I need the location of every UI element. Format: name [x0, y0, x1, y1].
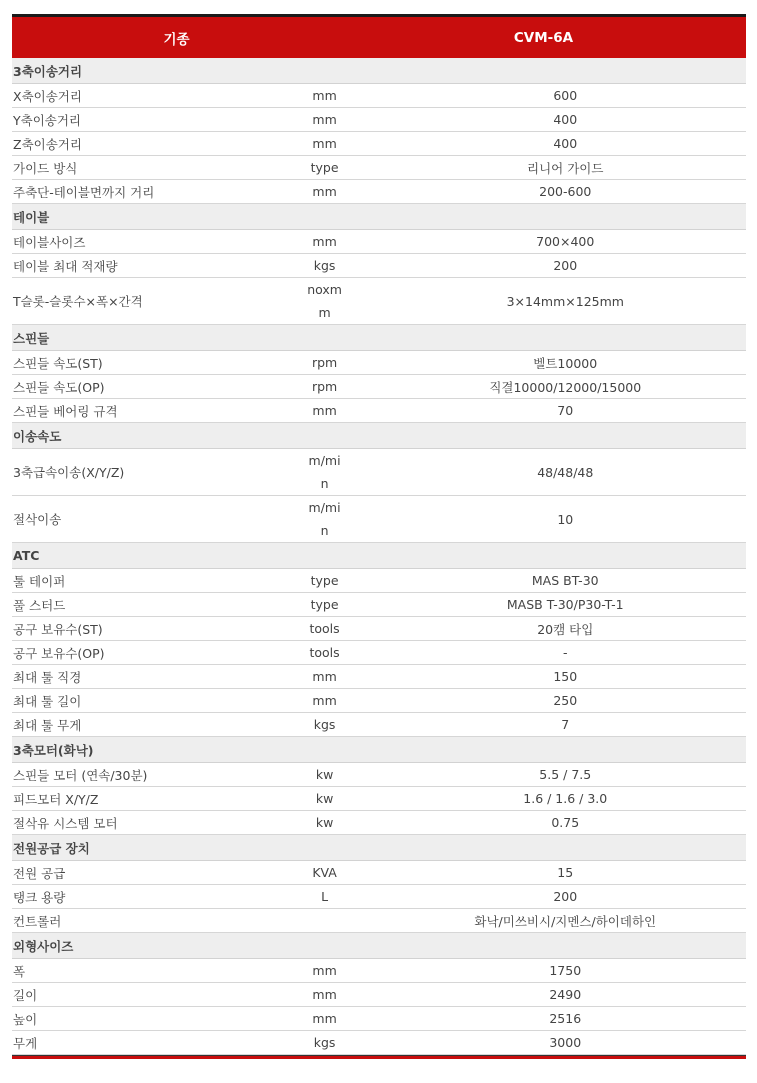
- spec-unit: kw: [315, 815, 334, 830]
- spec-value: 7: [561, 717, 570, 732]
- table-row: [12, 1007, 746, 1031]
- spec-label: 가이드 방식: [13, 160, 78, 176]
- spec-label: 최대 툴 무게: [13, 717, 82, 733]
- section-header: 스핀들: [12, 325, 746, 351]
- table-row: [12, 713, 746, 737]
- spec-label: 절삭유 시스템 모터: [13, 815, 118, 831]
- spec-value: 700×400: [536, 234, 595, 249]
- table-row: [12, 156, 746, 180]
- spec-value: 0.75: [551, 815, 580, 830]
- spec-value: 600: [553, 88, 578, 103]
- spec-label: 절삭이송: [13, 512, 62, 527]
- spec-value: 화낙/미쓰비시/지멘스/하이데하인: [474, 913, 657, 929]
- table-row: [12, 763, 746, 787]
- spec-unit: tools: [309, 645, 340, 660]
- spec-value: 리니어 가이드: [527, 160, 604, 176]
- spec-unit: kgs: [313, 717, 336, 732]
- spec-label: 테이블사이즈: [13, 234, 86, 250]
- spec-unit: mm: [312, 136, 337, 151]
- table-row: [12, 689, 746, 713]
- spec-value: 1.6 / 1.6 / 3.0: [523, 791, 608, 806]
- spec-value: 3000: [549, 1035, 582, 1050]
- spec-label: 주축단-테이블면까지 거리: [13, 184, 155, 200]
- spec-unit: kw: [315, 791, 334, 806]
- table-row: [12, 375, 746, 399]
- spec-unit: mm: [312, 963, 337, 978]
- spec-unit: m/min: [308, 500, 341, 538]
- section-header: 이송속도: [12, 423, 746, 449]
- spec-value: 벨트10000: [533, 355, 598, 371]
- spec-label: 스핀들 속도(OP): [13, 379, 105, 395]
- spec-label: 무게: [13, 1035, 38, 1051]
- spec-label: 최대 툴 직경: [13, 669, 82, 685]
- spec-value: 250: [553, 693, 578, 708]
- table-row: [12, 861, 746, 885]
- spec-label: 스핀들 모터 (연속/30분): [13, 767, 148, 783]
- spec-unit: type: [310, 597, 339, 612]
- spec-unit: mm: [312, 403, 337, 418]
- spec-unit: mm: [312, 88, 337, 103]
- table-row: [12, 351, 746, 375]
- table-row: [12, 132, 746, 156]
- spec-unit: mm: [312, 987, 337, 1002]
- spec-unit: kgs: [313, 1035, 336, 1050]
- spec-label: 피드모터 X/Y/Z: [13, 791, 99, 807]
- spec-unit: rpm: [311, 379, 338, 394]
- table-row: [12, 180, 746, 204]
- spec-label: 높이: [13, 1011, 38, 1027]
- spec-value: 직결10000/12000/15000: [489, 379, 642, 395]
- spec-value: 1750: [549, 963, 582, 978]
- spec-value: MAS BT-30: [531, 573, 599, 588]
- spec-unit: mm: [312, 669, 337, 684]
- spec-value: MASB T-30/P30-T-1: [506, 597, 624, 612]
- spec-value: 20캠 타입: [537, 621, 594, 637]
- spec-value: 2490: [549, 987, 582, 1002]
- spec-label: 3축급속이송(X/Y/Z): [13, 465, 125, 480]
- table-row: [12, 449, 746, 496]
- spec-value: 400: [553, 136, 578, 151]
- spec-label: 폭: [13, 963, 26, 979]
- section-header: 외형사이즈: [12, 933, 746, 959]
- spec-label: 탱크 용량: [13, 889, 66, 905]
- spec-label: Z축이송거리: [13, 136, 82, 152]
- spec-unit: mm: [312, 1011, 337, 1026]
- table-row: [12, 811, 746, 835]
- table-row: [12, 909, 746, 933]
- spec-unit: type: [310, 160, 339, 175]
- spec-label: 길이: [13, 987, 38, 1003]
- spec-label: 공구 보유수(OP): [13, 645, 105, 661]
- spec-value: 2516: [549, 1011, 582, 1026]
- spec-unit: mm: [312, 693, 337, 708]
- spec-value: 48/48/48: [537, 464, 594, 480]
- spec-unit: kw: [315, 767, 334, 782]
- spec-label: 풀 스터드: [13, 597, 66, 613]
- spec-label: 컨트롤러: [13, 913, 62, 929]
- table-row: [12, 665, 746, 689]
- bottom-border: [12, 1055, 746, 1059]
- table-row: [12, 278, 746, 325]
- spec-unit: kgs: [313, 258, 336, 273]
- spec-unit: mm: [312, 184, 337, 199]
- spec-label: T슬롯-슬롯수×폭×간격: [13, 294, 143, 309]
- table-row: [12, 108, 746, 132]
- spec-label: 최대 툴 길이: [13, 693, 82, 709]
- spec-unit: KVA: [312, 865, 337, 880]
- table-header: [12, 17, 746, 58]
- spec-label: X축이송거리: [13, 88, 82, 104]
- section-header: 3축이송거리: [12, 58, 746, 84]
- header-model-label: 기종: [163, 31, 190, 48]
- table-row: [12, 84, 746, 108]
- spec-label: 스핀들 베어링 규격: [13, 403, 118, 419]
- table-row: [12, 885, 746, 909]
- section-header: 전원공급 장치: [12, 835, 746, 861]
- spec-value: 3×14mm×125mm: [506, 293, 624, 309]
- spec-unit: mm: [312, 112, 337, 127]
- spec-unit: m/min: [308, 453, 341, 491]
- table-row: [12, 593, 746, 617]
- table-row: [12, 254, 746, 278]
- table-row: [12, 641, 746, 665]
- spec-unit: mm: [312, 234, 337, 249]
- spec-value: 10: [557, 511, 574, 527]
- spec-value: 150: [553, 669, 578, 684]
- spec-value: 15: [557, 865, 574, 880]
- table-body: [12, 58, 746, 1055]
- spec-unit: L: [321, 889, 329, 904]
- spec-value: 70: [557, 403, 574, 418]
- table-row: [12, 569, 746, 593]
- spec-unit: rpm: [311, 355, 338, 370]
- spec-value: 5.5 / 7.5: [539, 767, 592, 782]
- spec-unit: type: [310, 573, 339, 588]
- spec-value: 200-600: [539, 184, 592, 199]
- spec-value: 200: [553, 889, 578, 904]
- spec-label: 툴 테이퍼: [13, 573, 66, 589]
- table-row: [12, 496, 746, 543]
- spec-value: 400: [553, 112, 578, 127]
- section-header: 3축모터(화낙): [12, 737, 746, 763]
- spec-value: 200: [553, 258, 578, 273]
- table-row: [12, 617, 746, 641]
- table-row: [12, 787, 746, 811]
- table-row: [12, 983, 746, 1007]
- spec-value: -: [562, 645, 568, 660]
- spec-label: 스핀들 속도(ST): [13, 355, 103, 371]
- spec-label: 테이블 최대 적재량: [13, 258, 118, 274]
- spec-label: 전원 공급: [13, 865, 66, 881]
- spec-unit: noxmm: [307, 282, 342, 320]
- spec-table: [12, 14, 746, 1059]
- table-row: [12, 230, 746, 254]
- spec-label: 공구 보유수(ST): [13, 621, 103, 637]
- spec-label: Y축이송거리: [13, 112, 82, 128]
- section-header: ATC: [12, 543, 746, 569]
- table-row: [12, 1031, 746, 1055]
- header-model-value: CVM-6A: [513, 29, 574, 46]
- spec-unit: tools: [309, 621, 340, 636]
- section-header: 테이블: [12, 204, 746, 230]
- table-row: [12, 399, 746, 423]
- table-row: [12, 959, 746, 983]
